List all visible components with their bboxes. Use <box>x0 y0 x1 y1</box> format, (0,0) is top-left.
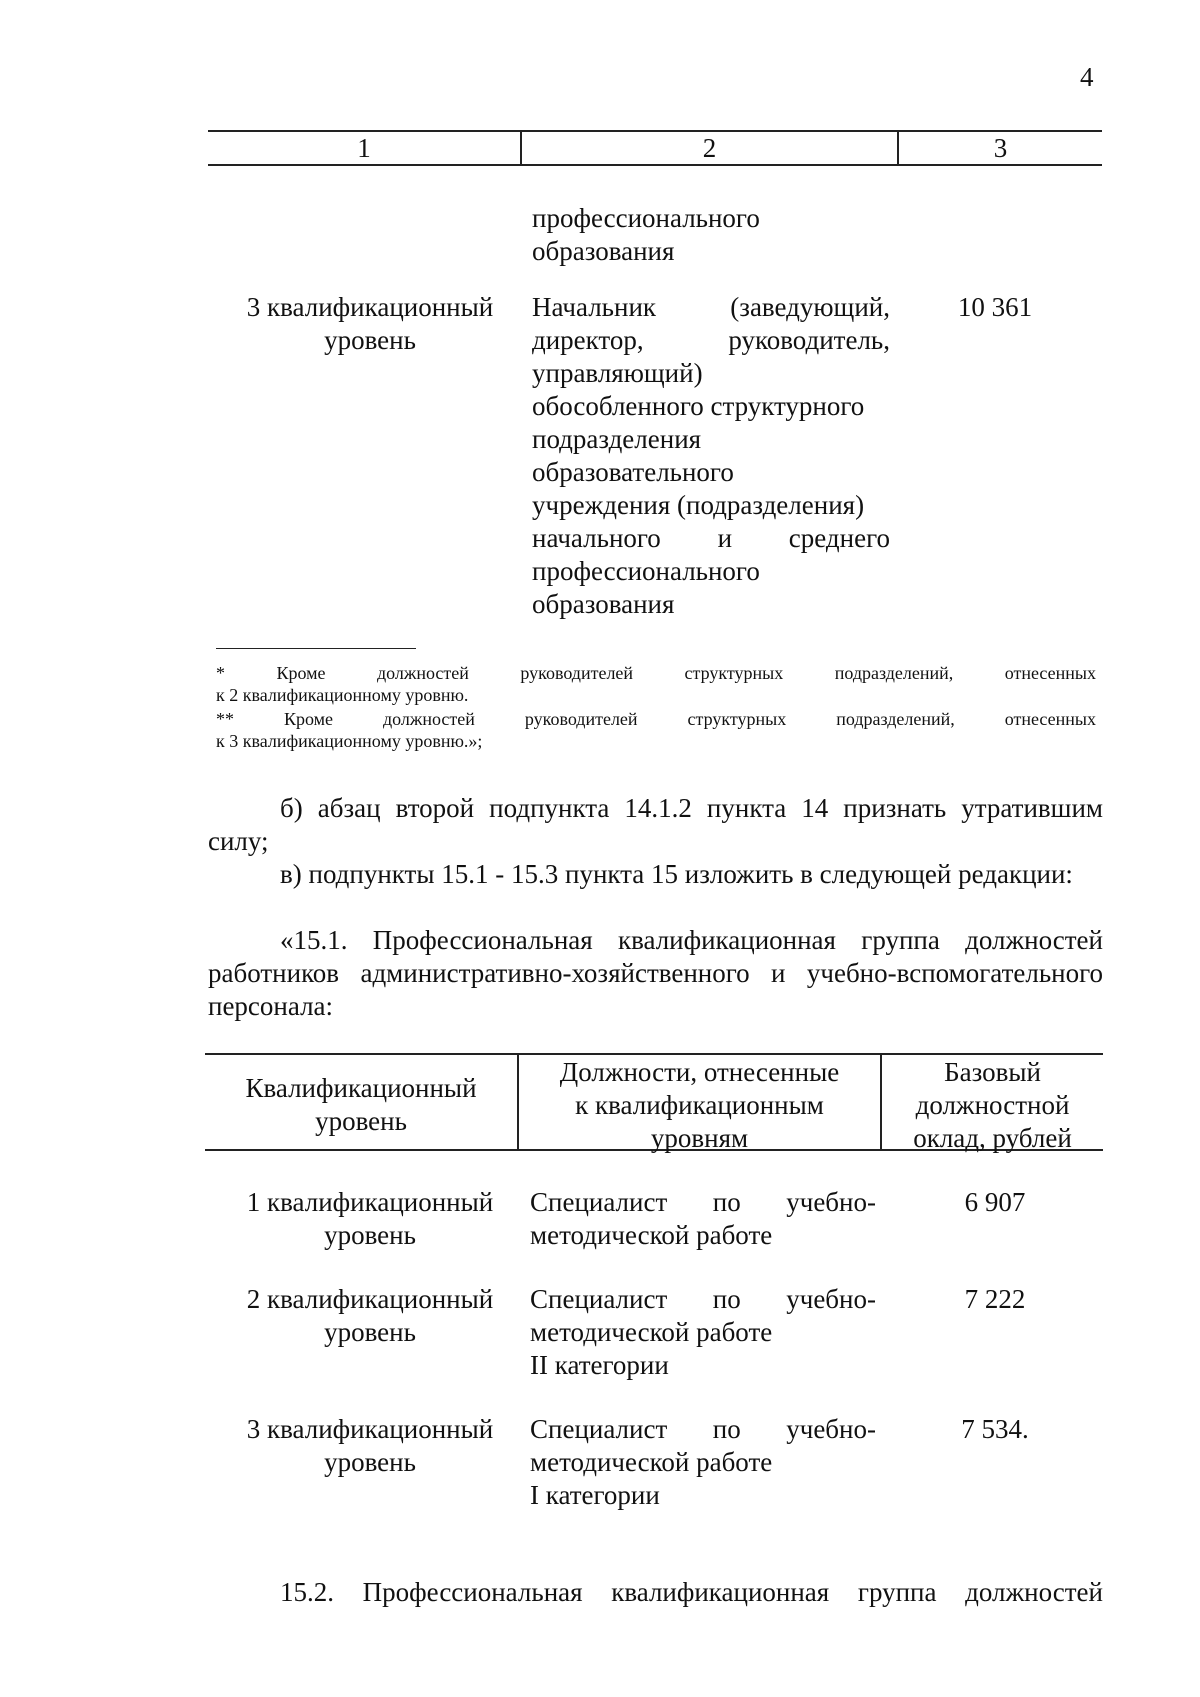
footnote-1: * Кроме должностей руководителей структурных подразделений, отнесенных к 2 квалификационному уровню. <box>216 663 1096 705</box>
table2-header-position: Должности, отнесенные к квалификационным уровням <box>559 1057 840 1153</box>
paragraph-15-2-start: 15.2. Профессиональная квалификационная группа должностей <box>280 1577 1103 1607</box>
table2-row-2-level: 2 квалификационный уровень <box>246 1284 494 1347</box>
header-rule-bottom <box>208 164 1102 166</box>
table1-row-b-salary: 10 361 <box>957 292 1033 322</box>
table1-row-b-level: 3 квалификационный уровень <box>246 292 494 355</box>
table1-row-a-position: профессионального образования <box>532 203 760 266</box>
header-col-1: 1 <box>357 133 371 163</box>
table2-row-3-salary: 7 534. <box>961 1414 1029 1444</box>
table2-row-3-level: 3 квалификационный уровень <box>246 1414 494 1477</box>
page-number: 4 <box>1080 62 1094 92</box>
table2-row-1-salary: 6 907 <box>964 1187 1026 1217</box>
table1-row-b-position: Начальник (заведующий, директор, руководитель, управляющий) обособленного структурного подразделения образовательного учреждения (подразделения) начального и среднего профессионального образования <box>532 292 890 619</box>
table2-row-1-position: Специалист по учебно- методической работе <box>530 1187 876 1250</box>
header-col-2: 2 <box>702 133 717 163</box>
paragraph-15-1: «15.1. Профессиональная квалификационная группа должностей работников административно-хозяйственного и учебно-вспомогательного персонала: <box>208 925 1103 1021</box>
paragraph-v: в) подпункты 15.1 - 15.3 пункта 15 изложить в следующей редакции: <box>280 859 1073 889</box>
table2-row-2-position: Специалист по учебно- методической работе II категории <box>530 1284 876 1380</box>
footnote-separator <box>216 648 416 649</box>
header-col-3: 3 <box>993 133 1008 163</box>
table2-header-level: Квалификационный уровень <box>245 1073 477 1136</box>
table2-row-3-position: Специалист по учебно- методической работе I категории <box>530 1414 876 1510</box>
table2-rule-top <box>205 1053 1103 1055</box>
table2-row-2-salary: 7 222 <box>964 1284 1026 1314</box>
table2-header-salary: Базовый должностной оклад, рублей <box>913 1057 1072 1153</box>
paragraph-b: б) абзац второй подпункта 14.1.2 пункта 14 признать утратившим силу; <box>208 793 1103 856</box>
footnote-2: ** Кроме должностей руководителей структурных подразделений, отнесенных к 3 квалификационному уровню.»; <box>216 709 1096 751</box>
table2-row-1-level: 1 квалификационный уровень <box>246 1187 494 1250</box>
